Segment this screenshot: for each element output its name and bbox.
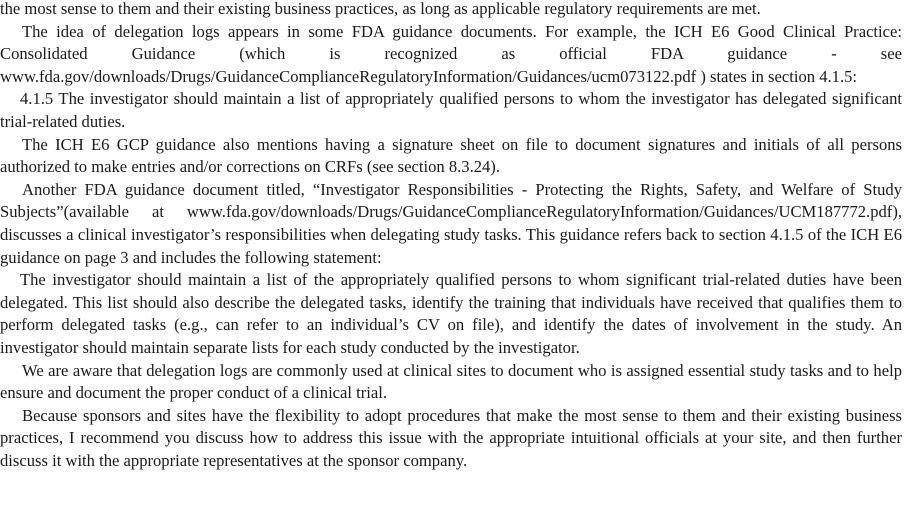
paragraph-guidance-statement-quote: The investigator should maintain a list of the appropriately qualified persons to whom significant trial-related duties have been delegated. This list should also describe the delegated tasks, identify the training that individuals have received that qualifies them to perform delegated tasks (e.g., can refer to an individual’s CV on file), and identify the dates of involvement in the study. An investigator should maintain separate lists for each study conducted by the investigator. (0, 270, 902, 357)
paragraph-delegation-logs-intro: The idea of delegation logs appears in some FDA guidance documents. For example, the ICH E6 Good Clinical Practice: Consolidated Guidance (which is recognized as official FDA guidance - see www.fda.gov/downloads/Drugs/GuidanceComplianceRegulatoryInformation/Guidances/ucm073122.pdf ) states in section 4.1.5: (0, 21, 902, 86)
paragraph-section-4-1-5-quote: 4.1.5 The investigator should maintain a list of appropriately qualified persons to whom the investigator has delegated significant trial-related duties. (0, 89, 902, 131)
paragraph-investigator-responsibilities: Another FDA guidance document titled, “Investigator Responsibilities - Protecting the Rights, Safety, and Welfare of Study Subjects”(available at www.fda.gov/downloads/Drugs/GuidanceComplianceRegulatoryInformation/Guidances/UCM187772.pdf), discusses a clinical investigator’s responsibilities when delegating study tasks. This guidance refers back to section 4.1.5 of the ICH E6 guidance on page 3 and includes the following statement: (0, 179, 902, 267)
paragraph-continuation: the most sense to them and their existing business practices, as long as applicable regulatory requirements are met. (0, 0, 761, 18)
paragraph-delegation-logs-usage: We are aware that delegation logs are commonly used at clinical sites to document who is assigned essential study tasks and to help ensure and document the proper conduct of a clinical trial. (0, 360, 902, 403)
paragraph-signature-sheet: The ICH E6 GCP guidance also mentions having a signature sheet on file to document signatures and initials of all persons authorized to make entries and/or corrections on CRFs (see section 8.3.24). (0, 134, 902, 177)
paragraph-recommendation: Because sponsors and sites have the flexibility to adopt procedures that make the most sense to them and their existing business practices, I recommend you discuss how to address this issue with the appropriate intuitional officials at your site, and then further discuss it with the appropriate representatives at the sponsor company. (0, 405, 902, 470)
